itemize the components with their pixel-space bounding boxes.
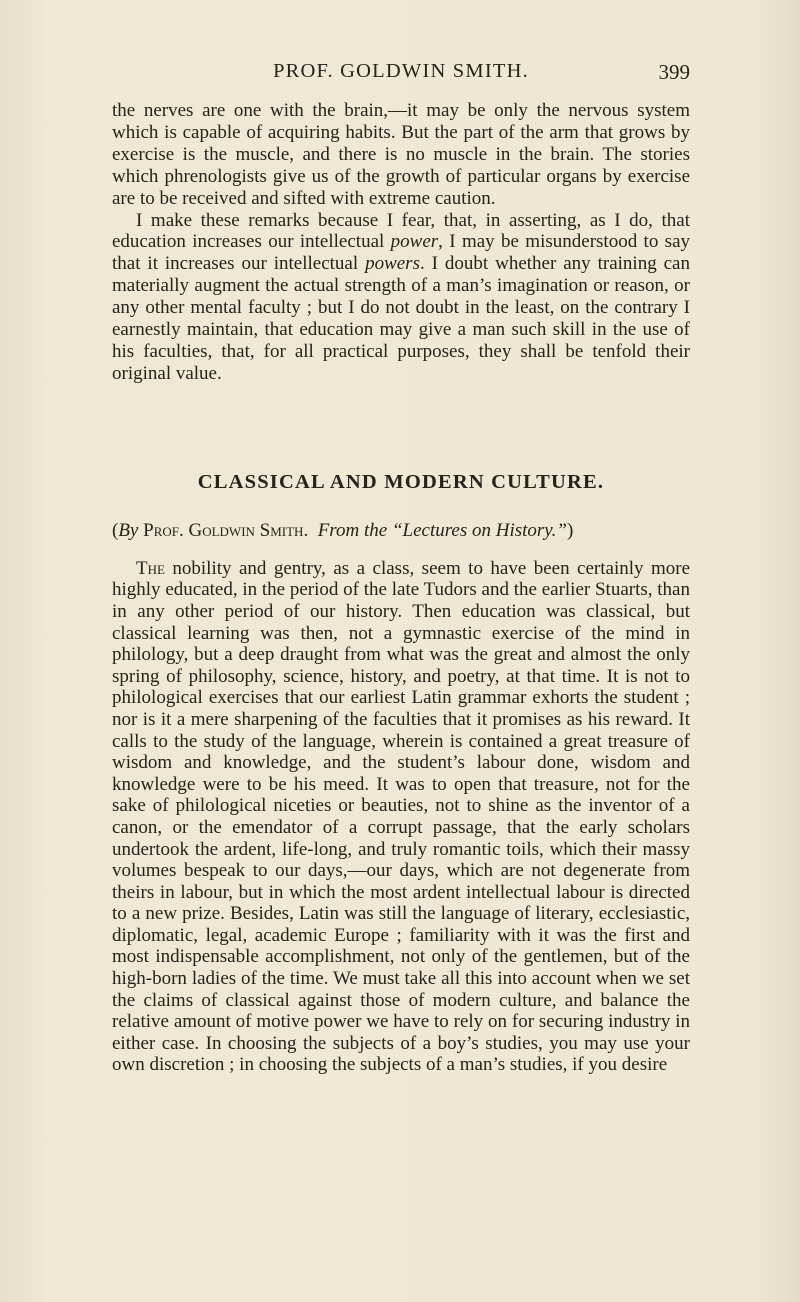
- essay-paragraph: [112, 558, 690, 1076]
- lead-word: The: [136, 557, 165, 579]
- emphasis-power: power: [390, 231, 439, 253]
- page-number: 399: [658, 60, 690, 84]
- remarks-text-b: , I may be misunderstood to say that it increases our intellectual: [112, 231, 691, 275]
- section-heading: CLASSICAL AND MODERN CULTURE.: [197, 470, 605, 493]
- remarks-text-a: I make these remarks because I fear, that, in asserting, as I do, that education increases our intellectual: [112, 209, 690, 253]
- byline-by: By: [118, 519, 139, 541]
- byline-from: From the: [317, 519, 388, 541]
- emphasis-powers: powers: [365, 253, 420, 275]
- byline-close-paren: ): [567, 519, 574, 541]
- essay-body: [112, 558, 690, 1076]
- running-title: PROF. GOLDWIN SMITH.: [273, 60, 529, 82]
- essay-text: nobility and gentry, as a class, seem to have been certainly more highly educated, in the period of the late Tudors and the earlier Stuarts, than in any other period of our history. Then education was classical, but classical learning was then, not a gymnastic exercise of the mind in philology, but a deep draught from what was the great and almost the only spring of philosophy, science, history, and poetry, at that time. It is not to philological exercises that our earliest Latin grammar exhorts the student ; nor is it a mere sharpening of the faculties that it promises as his reward. It calls to the study of the language, wherein is contained a great treasure of wisdom and knowledge, and the student’s labour done, wisdom and knowledge were to be his meed. It was to open that treasure, not for the sake of philological niceties or beauties, not to shine as the inventor of a canon, or the emendator of a corrupt passage, that the early scholars undertook the ardent, life-long, and truly romantic toils, which their massy volumes bespeak to our days,—our days, which are not degenerate from theirs in labour, but in which the most ardent intellectual labour is directed to a new prize. Besides, Latin was still the language of literary, ecclesiastic, diplomatic, legal, academic Europe ; familiarity with it was the first and most indispensable accomplishment, not only of the gentlemen, but of the high-born ladies of the time. We must take all this into account when we set the claims of classical against those of modern culture, and balance the relative amount of motive power we have to rely on for securing industry in either case. In choosing the subjects of a boy’s studies, you may use your own discretion ; in choosing the subjects of a man’s studies, if you desire: [112, 557, 691, 1076]
- remarks-paragraph: [112, 210, 690, 385]
- byline-author: Prof. Goldwin Smith.: [143, 519, 309, 541]
- continued-paragraph: the nerves are one with the brain,—it may be only the nervous system which is capable of acquiring habits. But the part of the arm that grows by exercise is the muscle, and there is no muscle in the brain. The stories which phrenologists give us of the growth of particular organs by exercise are to be received and sifted with extreme caution.: [112, 100, 690, 209]
- byline-open-paren: (: [112, 519, 119, 541]
- running-head: [112, 60, 690, 88]
- byline: [112, 520, 690, 542]
- byline-source: “Lectures on History.”: [391, 519, 568, 541]
- remarks-text-c: . I doubt whether any training can materially augment the actual strength of a man’s imagination or reason, or any other mental faculty ; but I do not doubt in the least, on the contrary I earnestly maintain, that education may give a man such skill in the use of his faculties, that, for all practical purposes, they shall be tenfold their original value.: [112, 253, 690, 384]
